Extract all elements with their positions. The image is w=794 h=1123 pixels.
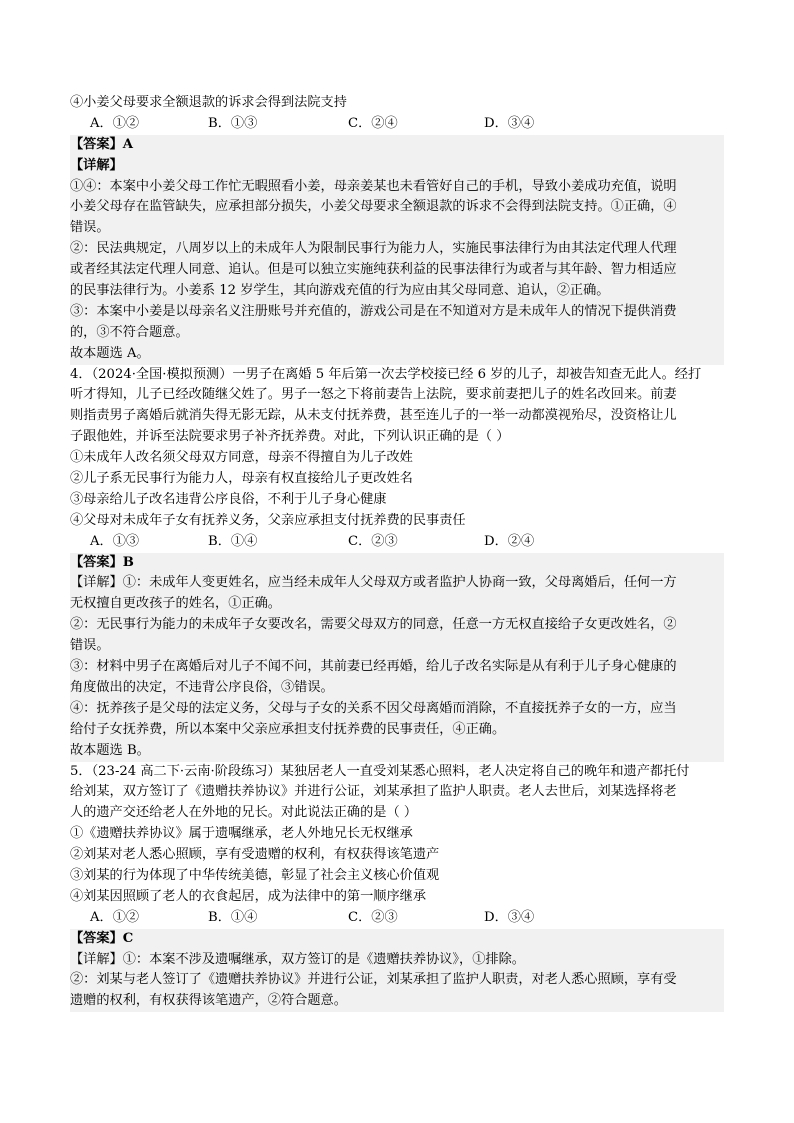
q4-answer: 【答案】B: [70, 554, 134, 570]
q3-option-d: D．③④: [484, 115, 535, 131]
q4-detail-line: ④：抚养孩子是父母的法定义务，父母与子女的关系不因父母离婚而消除，不直接抚养子女的一方，应当: [70, 700, 677, 716]
q3-detail-line: 小姜父母存在监管缺失，应承担部分损失，小姜父母要求全额退款的诉求不会得到法院支持。①正确，④: [70, 199, 677, 215]
q5-statement-1: ①《遗赠扶养协议》属于遗嘱继承，老人外地兄长无权继承: [70, 826, 413, 842]
q3-options: [70, 114, 724, 135]
q4-stem-line: 听才得知，儿子已经改随继父姓了。男子一怒之下将前妻告上法院，要求前妻把儿子的姓名改回来。前妻: [70, 387, 677, 403]
q5-option-c: C．②③: [348, 909, 398, 925]
q5-stem-line: 人的遗产交还给老人在外地的兄长。对此说法正确的是（ ）: [70, 805, 418, 821]
q4-statement-4: ④父母对未成年子女有抚养义务，父亲应承担支付抚养费的民事责任: [70, 512, 466, 528]
q3-detail-line: ③：本案中小姜是以母亲名义注册账号并充值的，游戏公司是在不知道对方是未成年人的情况下提供消费: [70, 303, 677, 319]
q3-statement-4: ④小姜父母要求全额退款的诉求会得到法院支持: [70, 95, 347, 110]
q4-detail-line: ②：无民事行为能力的未成年子女要改名，需要父母双方的同意，任意一方无权直接给子女更改姓名，②: [70, 617, 677, 633]
q5-answer: 【答案】C: [70, 930, 134, 946]
q3-detail-line: 或者经其法定代理人同意、追认。但是可以独立实施纯获利益的民事法律行为或者与其年龄、智力相适应: [70, 262, 677, 278]
q4-option-b: B．①④: [208, 533, 258, 549]
q4-stem-line: 则指责男子离婚后就消失得无影无踪，从未支付抚养费，甚至连儿子的一举一动都漠视殆尽，没资格让儿: [70, 408, 677, 424]
q5-statement-3: ③刘某的行为体现了中华传统美德，彰显了社会主义核心价值观: [70, 867, 440, 883]
q4-statement-3: ③母亲给儿子改名违背公序良俗，不利于儿子身心健康: [70, 491, 387, 507]
q5-option-a: A．①②: [90, 909, 140, 925]
q3-detail-line: ②：民法典规定，八周岁以上的未成年人为限制民事行为能力人，实施民事法律行为由其法定代理人代理: [70, 241, 677, 257]
q4-options: [70, 532, 724, 553]
q5-options: [70, 908, 724, 929]
q5-stem-line: 5．（23-24 高二下·云南·阶段练习）某独居老人一直受刘某悉心照料，老人决定将自己的晚年和遗产都托付: [70, 763, 690, 779]
q3-answer-block: [70, 135, 724, 365]
q3-detail-line: 的民事法律行为。小姜系 12 岁学生，其向游戏充值的行为应由其父母同意、追认，②正确。: [70, 283, 610, 299]
q3-detail-line: ①④：本案中小姜父母工作忙无暇照看小姜，母亲姜某也未看管好自己的手机，导致小姜成功充值，说明: [70, 178, 677, 194]
q4-detail-line: 【详解】①：未成年人变更姓名，应当经未成年人父母双方或者监护人协商一致，父母离婚后，任何一方: [70, 575, 677, 591]
q4-detail-line: 角度做出的决定，不违背公序良俗，③错误。: [70, 679, 334, 695]
q5-detail-line: 【详解】①：本案不涉及遗嘱继承，双方签订的是《遗赠扶养协议》，①排除。: [70, 951, 525, 967]
q5-statement-2: ②刘某对老人悉心照顾，享有受遗赠的权利，有权获得该笔遗产: [70, 847, 440, 863]
q5-detail-line: 遗赠的权利，有权获得该笔遗产，②符合题意。: [70, 993, 347, 1009]
q4-conclusion: 故本题选 B。: [70, 742, 150, 758]
q3-answer: 【答案】A: [70, 136, 133, 152]
q5-option-d: D．③④: [484, 909, 535, 925]
q4-detail-line: 错误。: [70, 638, 110, 654]
q3-detail-line: 的，③不符合题意。: [70, 324, 189, 340]
q3-option-c: C．②④: [348, 115, 398, 131]
q3-detail-label: 【详解】: [70, 157, 123, 173]
q4-answer-block: [70, 553, 724, 762]
q5-option-b: B．①④: [208, 909, 258, 925]
q4-detail-line: 无权擅自更改孩子的姓名，①正确。: [70, 596, 281, 612]
q3-option-a: A．①②: [90, 115, 140, 131]
q4-detail-line: 给付子女抚养费，所以本案中父亲应承担支付抚养费的民事责任，④正确。: [70, 721, 506, 737]
q5-statement-4: ④刘某因照顾了老人的衣食起居，成为法律中的第一顺序继承: [70, 888, 427, 904]
q5-detail-line: ②：刘某与老人签订了《遗赠扶养协议》并进行公证，刘某承担了监护人职责，对老人悉心照顾，享有受: [70, 972, 677, 988]
q4-option-c: C．②③: [348, 533, 398, 549]
q3-option-b: B．①③: [208, 115, 258, 131]
q4-detail-line: ③：材料中男子在离婚后对儿子不闻不问，其前妻已经再婚，给儿子改名实际是从有利于儿子身心健康的: [70, 659, 677, 675]
q4-statement-1: ①未成年人改名须父母双方同意，母亲不得擅自为儿子改姓: [70, 450, 413, 466]
q4-option-a: A．①③: [90, 533, 140, 549]
q3-detail-line: 错误。: [70, 220, 110, 236]
q4-stem-line: 子跟他姓，并诉至法院要求男子补齐抚养费。对此，下列认识正确的是（ ）: [70, 429, 510, 445]
q5-stem-line: 给刘某，双方签订了《遗赠扶养协议》并进行公证，刘某承担了监护人职责。老人去世后，刘某选择将老: [70, 784, 677, 800]
q4-statement-2: ②儿子系无民事行为能力人，母亲有权直接给儿子更改姓名: [70, 471, 413, 487]
q3-conclusion: 故本题选 A。: [70, 345, 150, 361]
document-page: [70, 93, 724, 1012]
q4-stem-line: 4．（2024·全国·模拟预测）一男子在离婚 5 年后第一次去学校接已经 6 岁的儿子，却被告知查无此人。经打: [70, 366, 702, 382]
q4-option-d: D．②④: [484, 533, 535, 549]
q5-answer-block: [70, 929, 724, 1013]
